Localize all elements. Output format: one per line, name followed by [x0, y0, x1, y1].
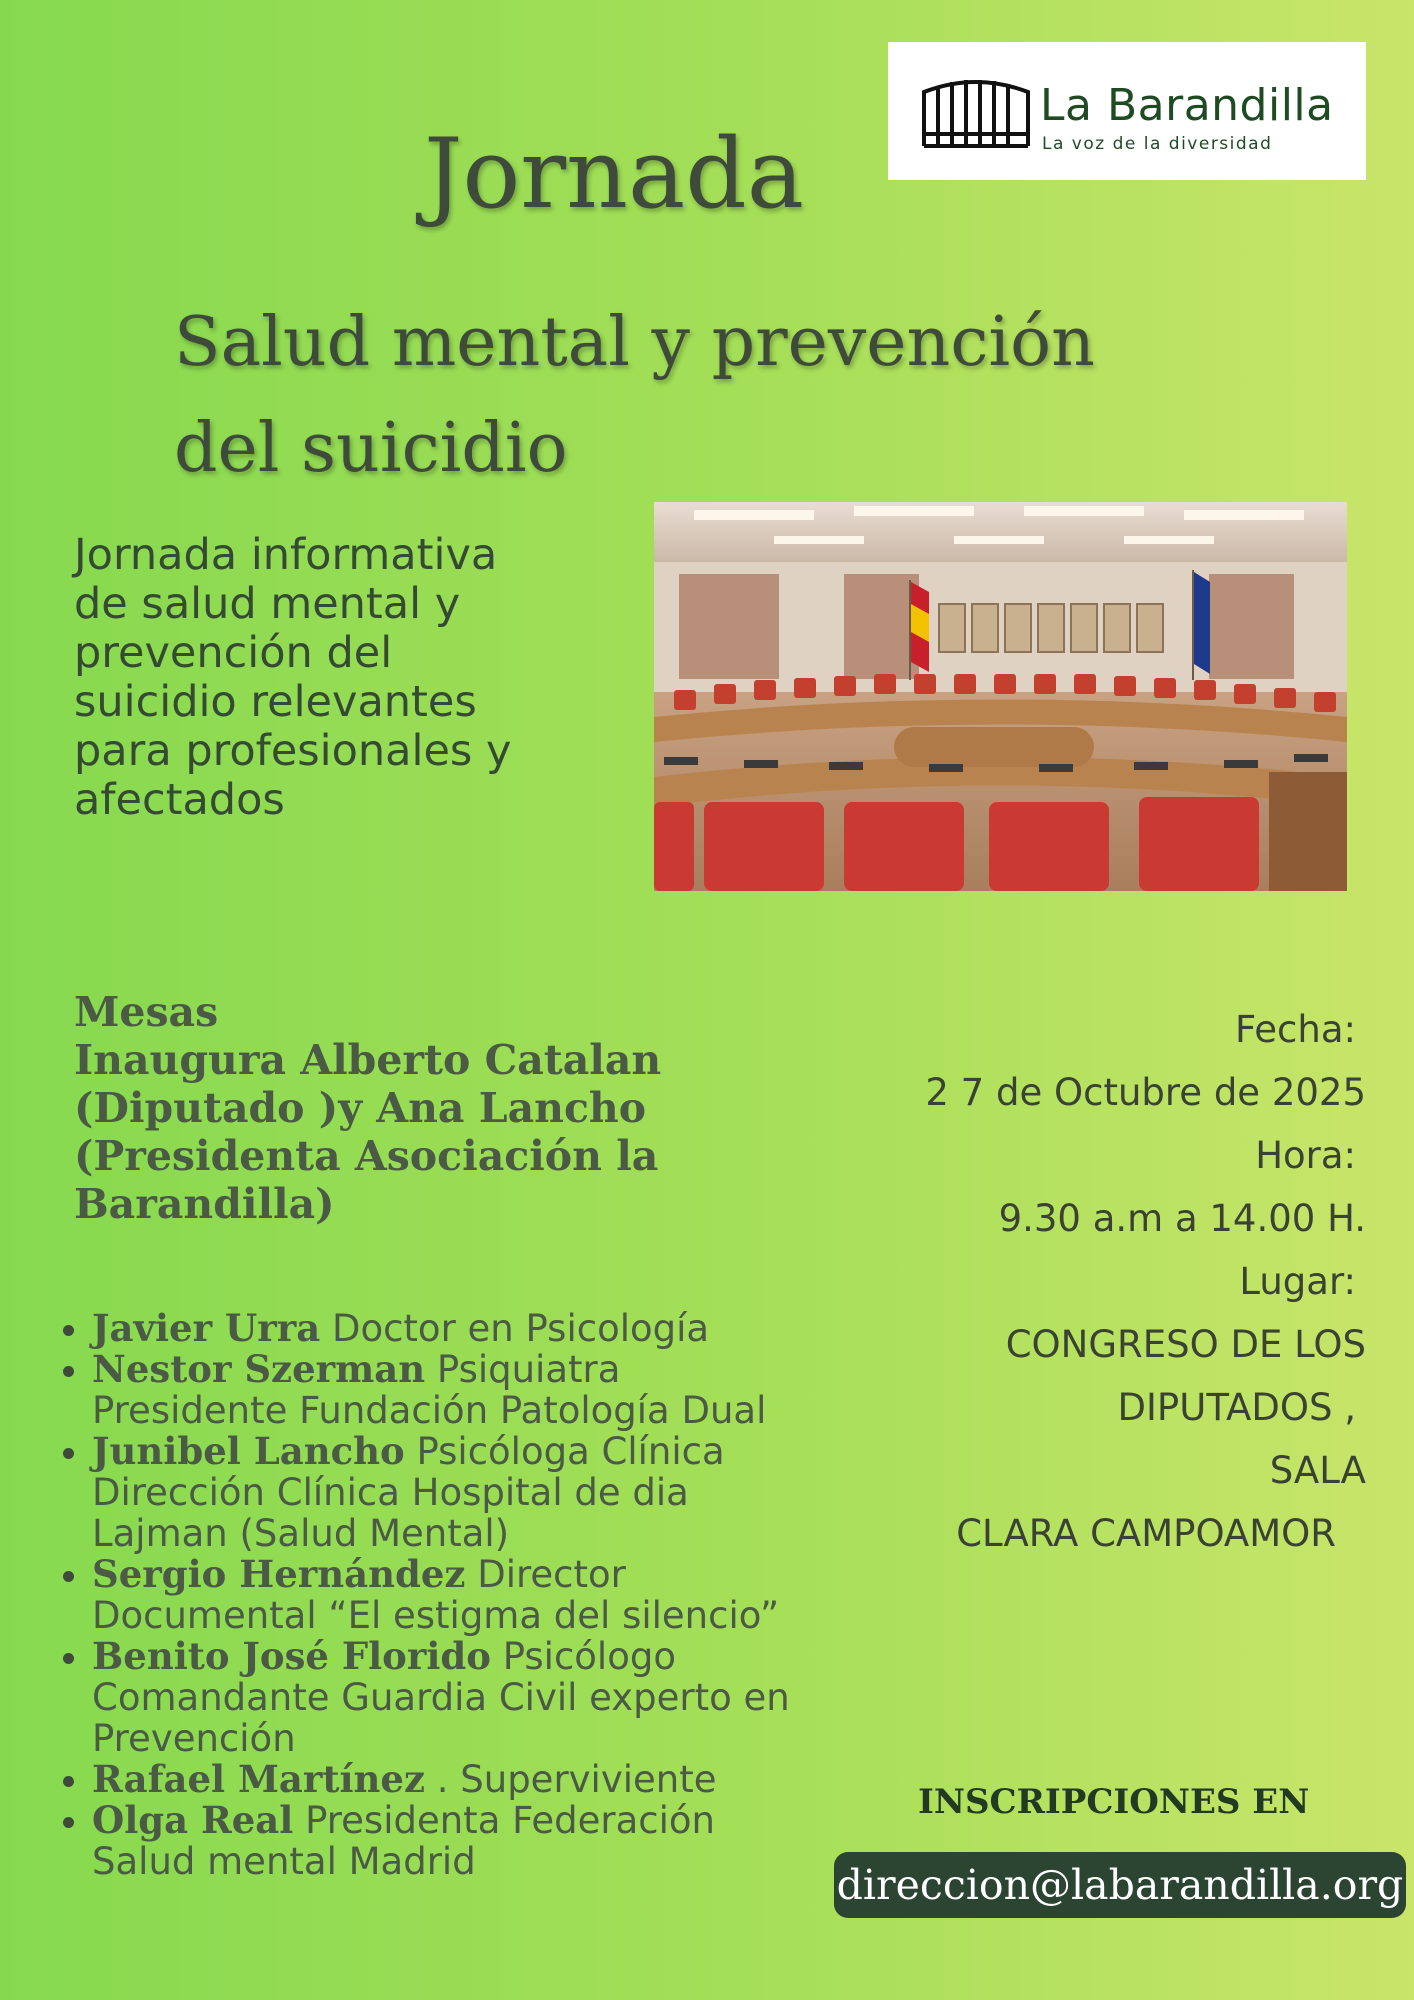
logo — [888, 42, 1366, 180]
mesas-line: Inaugura Alberto Catalan — [74, 1036, 662, 1084]
lugar-label: Lugar: — [1239, 1260, 1356, 1303]
mesas-line: Mesas — [74, 988, 219, 1036]
mesas-line: (Diputado )y Ana Lancho — [74, 1084, 647, 1132]
mesas-line: Barandilla) — [74, 1180, 335, 1228]
hora-label: Hora: — [1255, 1134, 1356, 1177]
intro-line: Jornada informativa — [74, 530, 498, 580]
list-item — [92, 1800, 812, 1882]
lugar-line: SALA — [1269, 1449, 1366, 1492]
intro-line: prevención del — [74, 628, 393, 678]
page-subtitle — [174, 290, 1095, 502]
email-link[interactable]: direccion@labarandilla.org — [834, 1852, 1406, 1918]
speaker-desc: Psicólogo Comandante Guardia Civil experto en Prevención — [92, 1635, 790, 1760]
intro-line: para profesionales y — [74, 726, 512, 776]
fecha-label: Fecha: — [1235, 1008, 1356, 1051]
subtitle-line-2: del suicidio — [174, 409, 568, 488]
lugar-line: CLARA CAMPOAMOR — [956, 1512, 1336, 1555]
gate-icon — [920, 76, 1032, 148]
chamber-photo — [654, 502, 1347, 891]
lugar-line: CONGRESO DE LOS — [1005, 1323, 1366, 1366]
list-item — [92, 1431, 812, 1554]
list-item — [92, 1759, 812, 1800]
speaker-list — [56, 1308, 812, 1882]
logo-name: La Barandilla — [1040, 80, 1334, 131]
lugar-line: DIPUTADOS , — [1117, 1386, 1356, 1429]
intro-text — [74, 531, 634, 825]
intro-line: suicidio relevantes — [74, 677, 477, 727]
speaker-name: Benito José Florido — [92, 1634, 491, 1678]
list-item — [92, 1636, 812, 1759]
event-info — [806, 998, 1366, 1565]
list-item — [92, 1308, 812, 1349]
speaker-name: Junibel Lancho — [92, 1429, 405, 1473]
hora-value: 9.30 a.m a 14.00 H. — [998, 1197, 1366, 1240]
logo-tagline: La voz de la diversidad — [1042, 134, 1273, 154]
list-item — [92, 1554, 812, 1636]
registration-label: INSCRIPCIONES EN — [918, 1782, 1310, 1822]
intro-line: afectados — [74, 775, 285, 825]
speaker-name: Nestor Szerman — [92, 1347, 426, 1391]
list-item — [92, 1349, 812, 1431]
speaker-desc: Doctor en Psicología — [320, 1307, 710, 1350]
speaker-desc: . Superviviente — [424, 1758, 717, 1801]
speaker-desc: Director Documental “El estigma del silencio” — [92, 1553, 780, 1637]
speaker-desc: Presidenta Federación Salud mental Madrid — [92, 1799, 715, 1883]
page-title: Jornada — [424, 118, 804, 230]
speaker-name: Javier Urra — [92, 1306, 321, 1350]
speaker-name: Rafael Martínez — [92, 1757, 425, 1801]
speaker-desc: Psicóloga Clínica Dirección Clínica Hospital de dia Lajman (Salud Mental) — [92, 1430, 725, 1555]
speaker-name: Olga Real — [92, 1798, 294, 1842]
subtitle-line-1: Salud mental y prevención — [174, 303, 1095, 382]
fecha-value: 2 7 de Octubre de 2025 — [925, 1071, 1366, 1114]
speaker-desc: Psiquiatra Presidente Fundación Patología Dual — [92, 1348, 767, 1432]
mesas-block — [74, 988, 674, 1228]
intro-line: de salud mental y — [74, 579, 461, 629]
speaker-name: Sergio Hernández — [92, 1552, 466, 1596]
mesas-line: (Presidenta Asociación la — [74, 1132, 659, 1180]
